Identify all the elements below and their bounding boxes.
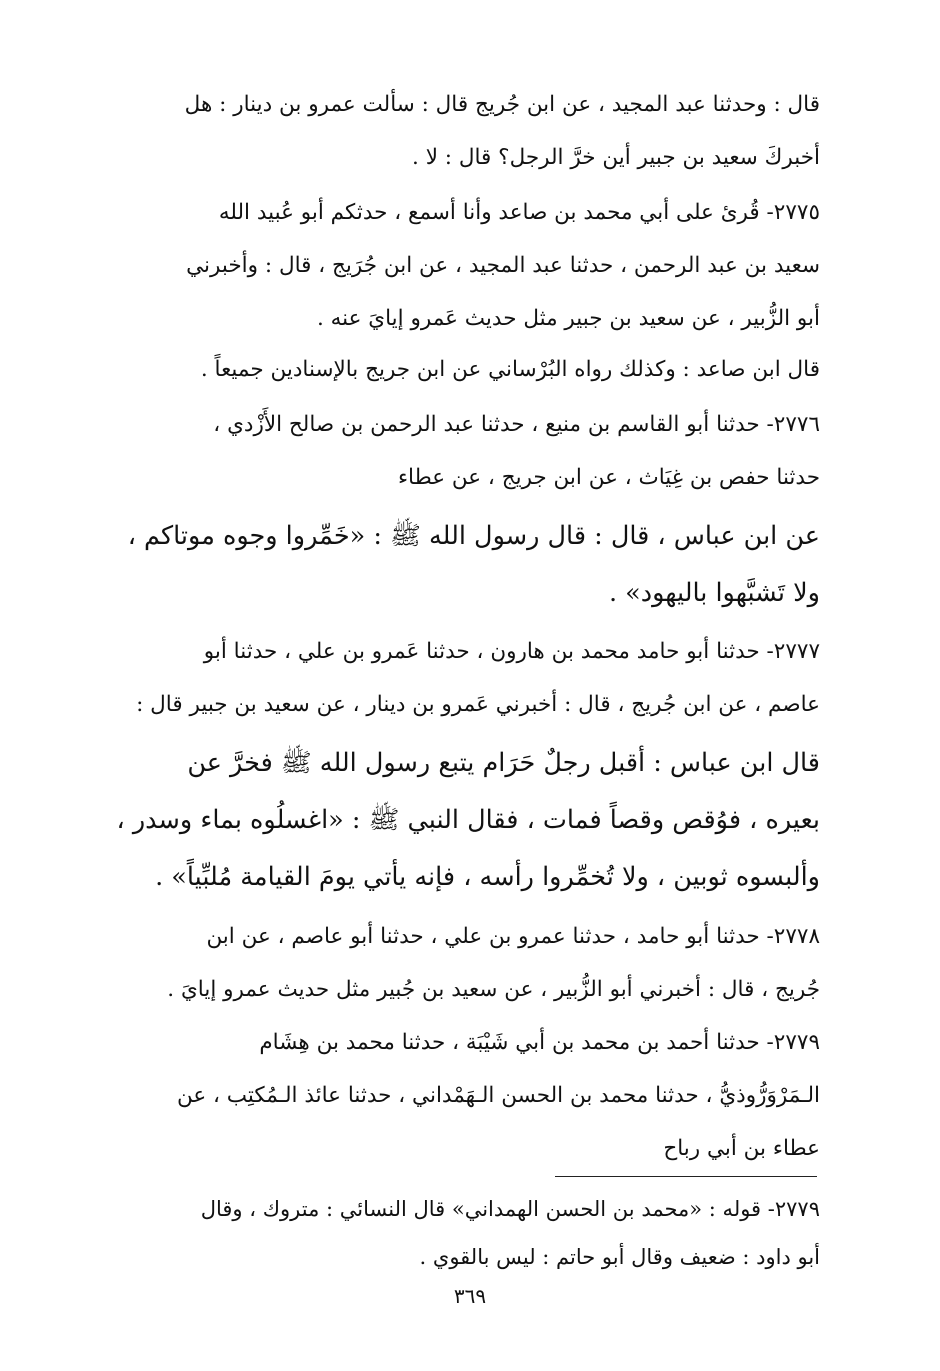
paragraph-ibn-saed [108, 343, 820, 396]
text-line: أخبركَ سعيد بن جبير أين خرَّ الرجل؟ قال : لا . [412, 145, 820, 170]
text-line: ولا تَشبَّهوا باليهود» . [608, 578, 820, 608]
page-number: ٣٦٩ [453, 1284, 487, 1308]
text-line: قال ابن عباس : أقبل رجلٌ حَرَام يتبع رسول الله ﷺ فخرَّ عن [187, 748, 820, 778]
hadith-2776-matn [108, 508, 820, 622]
text-line: قال ابن صاعد : وكذلك رواه البُرْساني عن ابن جريج بالإسنادين جميعاً . [200, 357, 820, 382]
text-line: جُريج ، قال : أخبرني أبو الزُّبير ، عن سعيد بن جُبير مثل حديث عمرو إيايَ . [167, 977, 820, 1002]
text-line: عاصم ، عن ابن جُريج ، قال : أخبرني عَمرو بن دينار ، عن سعيد بن جبير قال : [136, 692, 820, 717]
text-line: عطاء بن أبي رباح [663, 1136, 820, 1161]
text-line: ٢٧٧٦- حدثنا أبو القاسم بن منيع ، حدثنا عبد الرحمن بن صالح الأَزْدي ، [213, 412, 820, 437]
text-line: ٢٧٧٩- حدثنا أحمد بن محمد بن أبي شَيْبَة ، حدثنا محمد بن هِشَام [259, 1030, 820, 1055]
text-line: أبو الزُّبير ، عن سعيد بن جبير مثل حديث عَمرو إيايَ عنه . [316, 306, 820, 331]
hadith-2777-matn [108, 735, 820, 906]
text-line: ٢٧٧٥- قُرئ على أبي محمد بن صاعد وأنا أسمع ، حدثكم أبو عُبيد الله [218, 200, 820, 225]
text-line: ٢٧٧٨- حدثنا أبو حامد ، حدثنا عمرو بن علي ، حدثنا أبو عاصم ، عن ابن [206, 924, 820, 949]
hadith-2778 [108, 910, 820, 1016]
footnote-2779 [108, 1185, 820, 1281]
text-line: بعيره ، فوُقص وقصاً فمات ، فقال النبي ﷺ : «اغسلُوه بماء وسدر ، [116, 805, 820, 835]
footnote-divider [555, 1176, 817, 1177]
text-line: حدثنا حفص بن غِيَاث ، عن ابن جريج ، عن عطاء [397, 465, 820, 490]
hadith-2775 [108, 186, 820, 345]
text-line: أبو داود : ضعيف وقال أبو حاتم : ليس بالقوي . [419, 1245, 820, 1269]
text-line: عن ابن عباس ، قال : قال رسول الله ﷺ : «خَمِّروا وجوه موتاكم ، [127, 521, 820, 551]
hadith-2777-isnad [108, 625, 820, 731]
hadith-2779 [108, 1016, 820, 1175]
paragraph-intro [108, 78, 820, 184]
text-line: ٢٧٧٩- قوله : «محمد بن الحسن الهمداني» قال النسائي : متروك ، وقال [200, 1197, 820, 1221]
text-line: قال : وحدثنا عبد المجيد ، عن ابن جُريج قال : سألت عمرو بن دينار : هل [184, 92, 820, 117]
text-line: وألبسوه ثوبين ، ولا تُخمِّروا رأسه ، فإنه يأتي يومَ القيامة مُلبِّياً» . [155, 862, 820, 892]
text-line: ٢٧٧٧- حدثنا أبو حامد محمد بن هارون ، حدثنا عَمرو بن علي ، حدثنا أبو [203, 639, 820, 664]
text-line: الـمَرْوَرُّوذيُّ ، حدثنا محمد بن الحسن الـهَمْداني ، حدثنا عائذ الـمُكتِب ، عن [177, 1083, 820, 1108]
hadith-2776-isnad [108, 398, 820, 504]
text-line: سعيد بن عبد الرحمن ، حدثنا عبد المجيد ، عن ابن جُرَيج ، قال : وأخبرني [186, 253, 820, 278]
